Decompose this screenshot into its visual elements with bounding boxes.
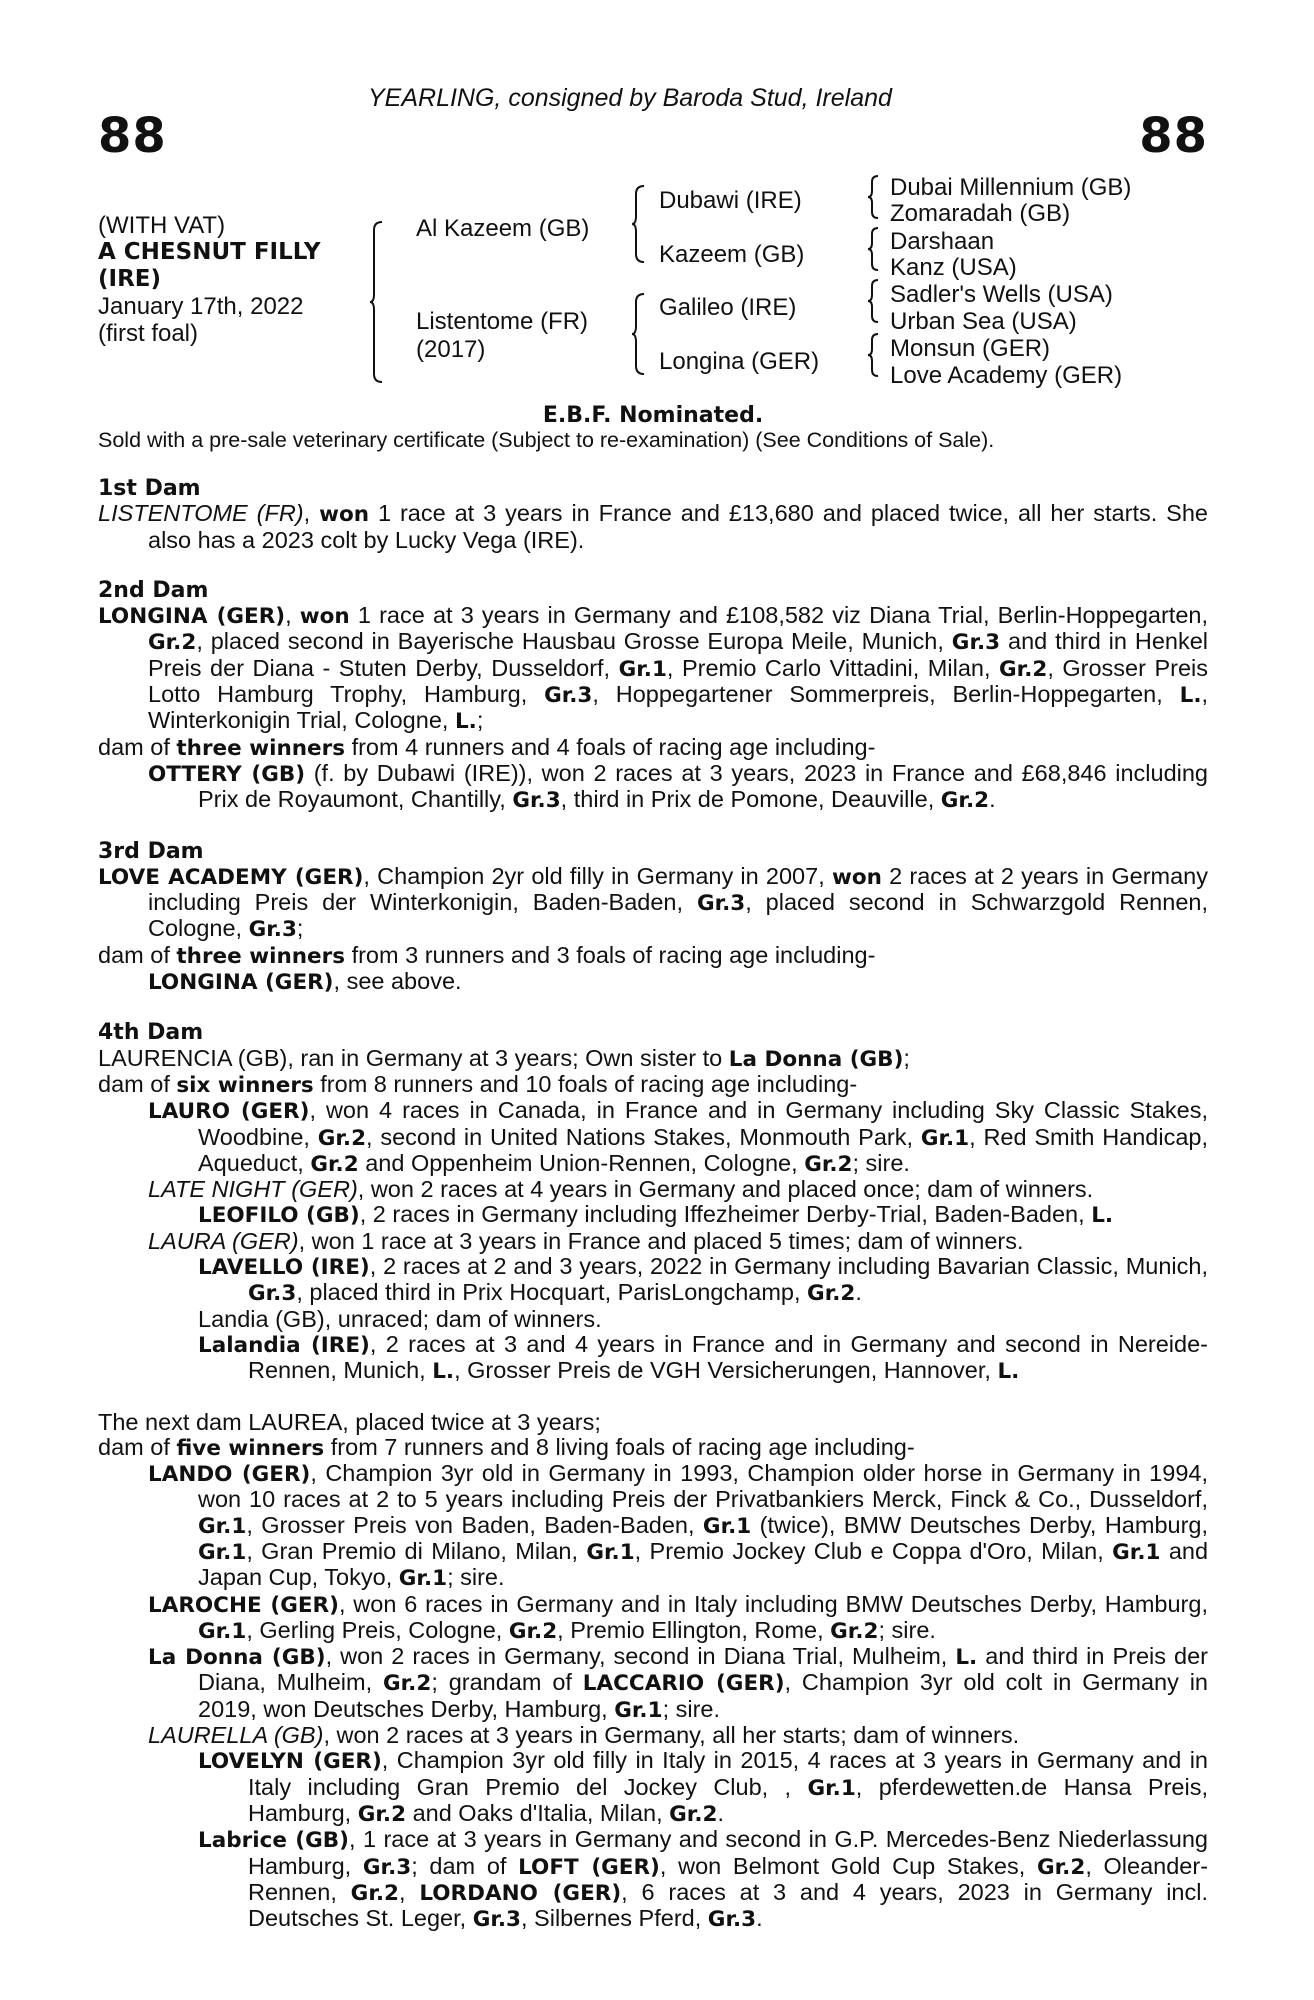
produce-entry: LOVELYN (GER), Champion 3yr old filly in Italy in 2015, 4 races at 3 years in Germany and in Italy including Gran Premio del Jockey Club, , Gr.1, pferdewetten.de Hansa Preis, Hamburg, Gr.2 and Oaks d'Italia, Milan, Gr.2. — [198, 1747, 1209, 1827]
pedigree-g3: Darshaan — [890, 228, 995, 255]
produce-entry: LAVELLO (IRE), 2 races at 2 and 3 years, 2022 in Germany including Bavarian Classic, Munich, Gr.3, placed third in Prix Hocquart, ParisLongchamp, Gr.2. — [198, 1253, 1208, 1307]
pedigree-bracket-g1 — [868, 176, 880, 218]
fourth-dam-section — [98, 1020, 1208, 1384]
won-label: won — [319, 502, 370, 528]
pedigree-bracket-g2 — [868, 228, 880, 270]
produce-entry: LANDO (GER), Champion 3yr old in Germany in 1993, Champion older horse in Germany in 1994, won 10 races at 2 to 5 years including Preis der Privatbankiers Merck, Finck & Co., Dusseldorf, Gr.1, Grosser Preis von Baden, Baden-Baden, Gr.1 (twice), BMW Deutsches Derby, Hamburg, Gr.1, Gran Premio di Milano, Milan, Gr.1, Premio Jockey Club e Coppa d'Oro, Milan, Gr.1 and Japan Cup, Tokyo, Gr.1; sire. — [148, 1460, 1209, 1592]
pedigree-bracket-sire — [632, 186, 646, 262]
dam-name: LISTENTOME (FR) — [98, 500, 304, 527]
foaling-date: January 17th, 2022 — [98, 293, 304, 320]
produce-summary: dam of six winners from 8 runners and 10 foals of racing age including- — [98, 1070, 858, 1098]
pedigree-dam-year: (2017) — [416, 336, 486, 363]
pedigree-bracket-dam — [632, 294, 646, 374]
first-dam-section — [98, 476, 1208, 553]
produce-entry: LAURA (GER), won 1 race at 3 years in France and placed 5 times; dam of winners. — [148, 1227, 1024, 1254]
next-dam-entry: The next dam LAUREA, placed twice at 3 years; — [98, 1408, 601, 1435]
consignment-title: YEARLING, consigned by Baroda Stud, Ireland — [368, 84, 892, 112]
first-dam-entry: LISTENTOME (FR), won 1 race at 3 years in France and £13,680 and placed twice, all her starts. She also has a 2023 colt by Lucky Vega (IRE). — [98, 500, 1208, 553]
pedigree-g5: Sadler's Wells (USA) — [890, 281, 1113, 308]
produce-entry: LAROCHE (GER), won 6 races in Germany and in Italy including BMW Deutsches Derby, Hamburg, Gr.1, Gerling Preis, Cologne, Gr.2, Premio Ellington, Rome, Gr.2; sire. — [148, 1590, 1208, 1644]
ebf-nominated: E.B.F. Nominated. — [542, 403, 764, 428]
fourth-dam-entry: LAURENCIA (GB), ran in Germany at 3 years; Own sister to La Donna (GB); — [98, 1044, 910, 1072]
pedigree-g2: Zomaradah (GB) — [890, 200, 1071, 227]
produce-entry: LEOFILO (GB), 2 races in Germany including Iffezheimer Derby-Trial, Baden-Baden, L. — [198, 1201, 1114, 1229]
produce-entry: LONGINA (GER), see above. — [148, 968, 462, 996]
fourth-dam-heading: 4th Dam — [98, 1020, 204, 1046]
produce-entry: Lalandia (IRE), 2 races at 3 and 4 years in France and in Germany and second in Nereide-Rennen, Munich, L., Grosser Preis de VGH Versicherungen, Hannover, L. — [198, 1330, 1208, 1385]
horse-name-line1: A CHESNUT FILLY — [98, 239, 321, 265]
sale-note: Sold with a pre-sale veterinary certificate (Subject to re-examination) (See Conditions of Sale). — [98, 428, 995, 452]
pedigree-sire: Al Kazeem (GB) — [416, 215, 590, 242]
next-dam-section — [98, 1410, 1208, 1933]
pedigree-bracket-g3 — [868, 280, 880, 322]
pedigree-g8: Love Academy (GER) — [890, 362, 1123, 389]
produce-entry: LATE NIGHT (GER), won 2 races at 4 years in Germany and placed once; dam of winners. — [148, 1176, 1094, 1203]
first-dam-heading: 1st Dam — [98, 476, 201, 501]
second-dam-section — [98, 578, 1208, 814]
produce-entry: La Donna (GB), won 2 races in Germany, second in Diana Trial, Mulheim, L. and third in Preis der Diana, Mulheim, Gr.2; grandam of LACCARIO (GER), Champion 3yr old colt in Germany in 2019, won Deutsches Derby, Hamburg, Gr.1; sire. — [148, 1643, 1209, 1723]
produce-summary: dam of three winners from 3 runners and 3 foals of racing age including- — [98, 941, 876, 969]
pedigree-dam: Listentome (FR) — [416, 308, 589, 335]
produce-entry: Labrice (GB), 1 race at 3 years in Germany and second in G.P. Mercedes-Benz Niederlassung Hamburg, Gr.3; dam of LOFT (GER), won Belmont Gold Cup Stakes, Gr.2, Oleander-Rennen, Gr.2, LORDANO (GER), 6 races at 3 and 4 years, 2023 in Germany incl. Deutsches St. Leger, Gr.3, Silbernes Pferd, Gr.3. — [198, 1826, 1209, 1933]
pedigree-g4: Kanz (USA) — [890, 254, 1017, 281]
third-dam-entry: LOVE ACADEMY (GER), Champion 2yr old filly in Germany in 2007, won 2 races at 2 years in Germany including Preis der Winterkonigin, Baden-Baden, Gr.3, placed second in Schwarzgold Rennen, Cologne, Gr.3; — [98, 862, 1209, 943]
pedigree-sire-sire: Dubawi (IRE) — [659, 187, 802, 214]
pedigree-g7: Monsun (GER) — [890, 335, 1051, 362]
pedigree-g1: Dubai Millennium (GB) — [890, 174, 1132, 201]
catalogue-page — [98, 0, 1208, 2000]
pedigree-dam-dam: Longina (GER) — [659, 348, 820, 375]
foal-note: (first foal) — [98, 320, 199, 347]
produce-summary: dam of five winners from 7 runners and 8 living foals of racing age including- — [98, 1433, 915, 1461]
pedigree-bracket-g4 — [868, 334, 880, 376]
produce-entry: LAURELLA (GB), won 2 races at 3 years in Germany, all her starts; dam of winners. — [148, 1722, 1020, 1749]
pedigree-dam-sire: Galileo (IRE) — [659, 294, 797, 321]
second-dam-entry: LONGINA (GER), won 1 race at 3 years in Germany and £108,582 viz Diana Trial, Berlin-Hoppegarten, Gr.2, placed second in Bayerische Hausbau Grosse Europa Meile, Munich, Gr.3 and third in Henkel Preis der Diana - Stuten Derby, Dusseldorf, Gr.1, Premio Carlo Vittadini, Milan, Gr.2, Grosser Preis Lotto Hamburg Trophy, Hamburg, Gr.3, Hoppegartener Sommerpreis, Berlin-Hoppegarten, L., Winterkonigin Trial, Cologne, L.; — [98, 602, 1209, 735]
vat-note: (WITH VAT) — [98, 212, 226, 239]
horse-name-line2: (IRE) — [98, 266, 162, 292]
third-dam-heading: 3rd Dam — [98, 838, 204, 864]
produce-entry: Landia (GB), unraced; dam of winners. — [198, 1305, 602, 1332]
pedigree-sire-dam: Kazeem (GB) — [659, 241, 805, 268]
lot-number-right: 88 — [1139, 108, 1208, 164]
produce-entry: LAURO (GER), won 4 races in Canada, in France and in Germany including Sky Classic Stakes, Woodbine, Gr.2, second in United Nations Stakes, Monmouth Park, Gr.1, Red Smith Handicap, Aqueduct, Gr.2 and Oppenheim Union-Rennen, Cologne, Gr.2; sire. — [148, 1097, 1209, 1177]
pedigree-g6: Urban Sea (USA) — [890, 308, 1077, 335]
horse-details — [98, 212, 321, 347]
produce-summary: dam of three winners from 4 runners and 4 foals of racing age including- — [98, 733, 876, 761]
third-dam-section — [98, 839, 1208, 996]
lot-number-left: 88 — [98, 108, 167, 164]
catalogue-body — [98, 476, 1208, 1957]
second-dam-heading: 2nd Dam — [98, 577, 209, 603]
pedigree-bracket-main — [370, 222, 384, 382]
produce-entry: OTTERY (GB) (f. by Dubawi (IRE)), won 2 races at 3 years, 2023 in France and £68,846 including Prix de Royaumont, Chantilly, Gr.3, third in Prix de Pomone, Deauville, Gr.2. — [148, 759, 1208, 814]
